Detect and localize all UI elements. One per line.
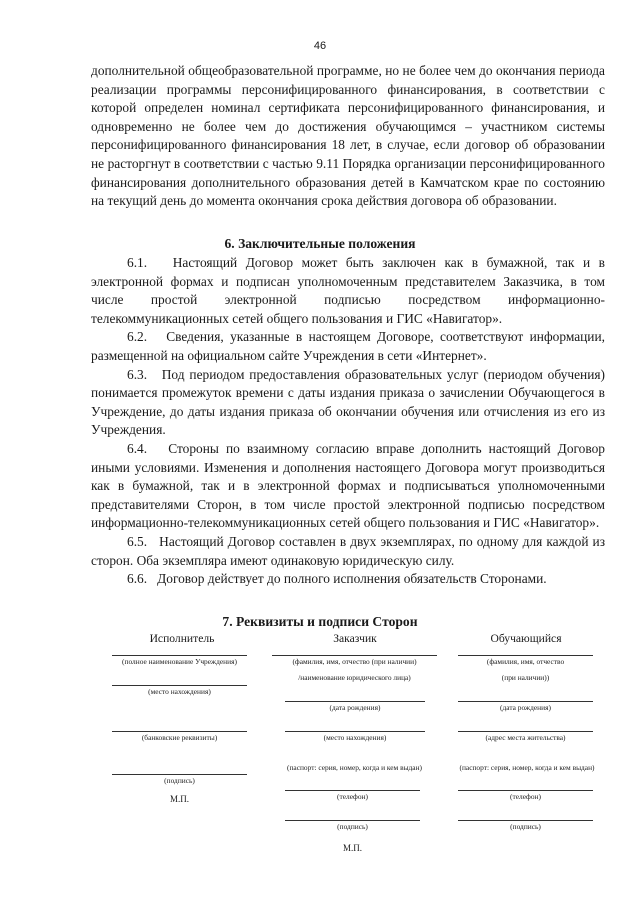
- student-passport-label: (паспорт: серия, номер, когда и кем выдан): [459, 763, 595, 772]
- customer-header: Заказчик: [333, 632, 377, 645]
- student-birthdate-field[interactable]: [458, 701, 593, 712]
- student-phone-label: (телефон): [510, 792, 541, 801]
- student-patronymic-label-row: [458, 673, 593, 682]
- clause-6-3: 6.3. Под периодом предоставления образовательных услуг (периодом обучения) понимается промежуток времени с даты издания приказа о зачислении Обучающегося в Учреждение, до даты издания приказа об окончании обучения или отчисления из его из Учреждения.: [91, 366, 605, 438]
- student-passport-field[interactable]: [442, 763, 612, 772]
- customer-signature-label: (подпись): [337, 822, 368, 831]
- executor-bank-field[interactable]: [112, 731, 247, 742]
- customer-passport-field[interactable]: [272, 763, 437, 772]
- executor-header: Исполнитель: [149, 632, 215, 645]
- customer-legal-name-label: /наименование юридического лица): [298, 673, 411, 682]
- student-signature-field[interactable]: [458, 820, 593, 831]
- customer-passport-label: (паспорт: серия, номер, когда и кем выдан): [287, 763, 422, 772]
- customer-phone-field[interactable]: [285, 790, 420, 801]
- customer-stamp: М.П.: [342, 843, 362, 853]
- executor-stamp: М.П.: [169, 794, 189, 804]
- student-name-field[interactable]: [458, 655, 593, 666]
- intro-paragraph: [91, 62, 605, 211]
- student-address-field[interactable]: [458, 731, 593, 742]
- customer-birthdate-field[interactable]: [285, 701, 425, 712]
- customer-name-label: (фамилия, имя, отчество (при наличии): [292, 657, 417, 666]
- executor-name-label: (полное наименование Учреждения): [122, 657, 237, 666]
- clause-6-2: 6.2. Сведения, указанные в настоящем Договоре, соответствуют информации, размещенной на официальном сайте Учреждения в сети «Интернет».: [91, 329, 605, 363]
- executor-bank-label: (банковские реквизиты): [141, 733, 218, 742]
- customer-phone-label: (телефон): [337, 792, 368, 801]
- student-signature-label: (подпись): [510, 822, 541, 831]
- student-patronymic-label: (при наличии)): [501, 673, 550, 682]
- student-header: Обучающийся: [490, 632, 562, 645]
- executor-address-label: (место нахождения): [148, 687, 211, 696]
- section-7-title: 7. Реквизиты и подписи Сторон: [222, 614, 418, 629]
- customer-legal-name-label-row: [272, 673, 437, 682]
- executor-address-field[interactable]: [112, 685, 247, 696]
- customer-signature-field[interactable]: [285, 820, 420, 831]
- student-name-label: (фамилия, имя, отчество: [486, 657, 565, 666]
- clause-6-6: 6.6. Договор действует до полного исполнения обязательств Сторонами.: [127, 571, 547, 587]
- section-6-title: 6. Заключительные положения: [224, 236, 416, 251]
- executor-signature-field[interactable]: [112, 774, 247, 785]
- executor-name-field[interactable]: [112, 655, 247, 666]
- customer-birthdate-label: (дата рождения): [329, 703, 381, 712]
- intro-text: дополнительной общеобразовательной программе, но не более чем до окончания периода реализации программы персонифицированного финансирования, в соответствии с которой определен номинал сертификата персонифицированного финансирования, и одновременно не более чем до достижения обучающимся – участником системы персонифицированного финансирования 18 лет, в случае, если договор об образовании не расторгнут в соответствии с частью 9.11 Порядка организации персонифицированного финансирования дополнительного образования детей в Камчатском крае по состоянию на текущий день до момента окончания срока действия договора об образовании.: [91, 63, 605, 209]
- customer-address-field[interactable]: [285, 731, 425, 742]
- clause-6-5: 6.5. Настоящий Договор составлен в двух экземплярах, по одному для каждой из сторон. Оба экземпляра имеют одинаковую юридическую силу.: [91, 533, 605, 568]
- student-birthdate-label: (дата рождения): [500, 703, 551, 712]
- student-address-label: (адрес места жительства): [485, 733, 566, 742]
- customer-name-field[interactable]: [272, 655, 437, 666]
- clause-6-4: 6.4. Стороны по взаимному согласию вправе дополнить настоящий Договор иными условиями. Изменения и дополнения настоящего Договора могут производиться как в бумажной, так и в электронной формах и подписываться уполномоченными представителями Сторон, в том числе простой электронной подписью посредством информационно-телекоммуникационных сетей общего пользования и ГИС «Навигатор».: [91, 440, 605, 531]
- customer-address-label: (место нахождения): [323, 733, 387, 742]
- executor-signature-label: (подпись): [164, 776, 195, 785]
- section-6-body: [91, 254, 605, 589]
- student-phone-field[interactable]: [458, 790, 593, 801]
- clause-6-1: 6.1. Настоящий Договор может быть заключен как в бумажной, так и в электронной формах и подписан уполномоченным представителем Заказчика, в том числе простой электронной подписью посредством информационно-телекоммуникационных сетей общего пользования и ГИС «Навигатор».: [91, 255, 605, 326]
- page-number: 46: [313, 40, 327, 52]
